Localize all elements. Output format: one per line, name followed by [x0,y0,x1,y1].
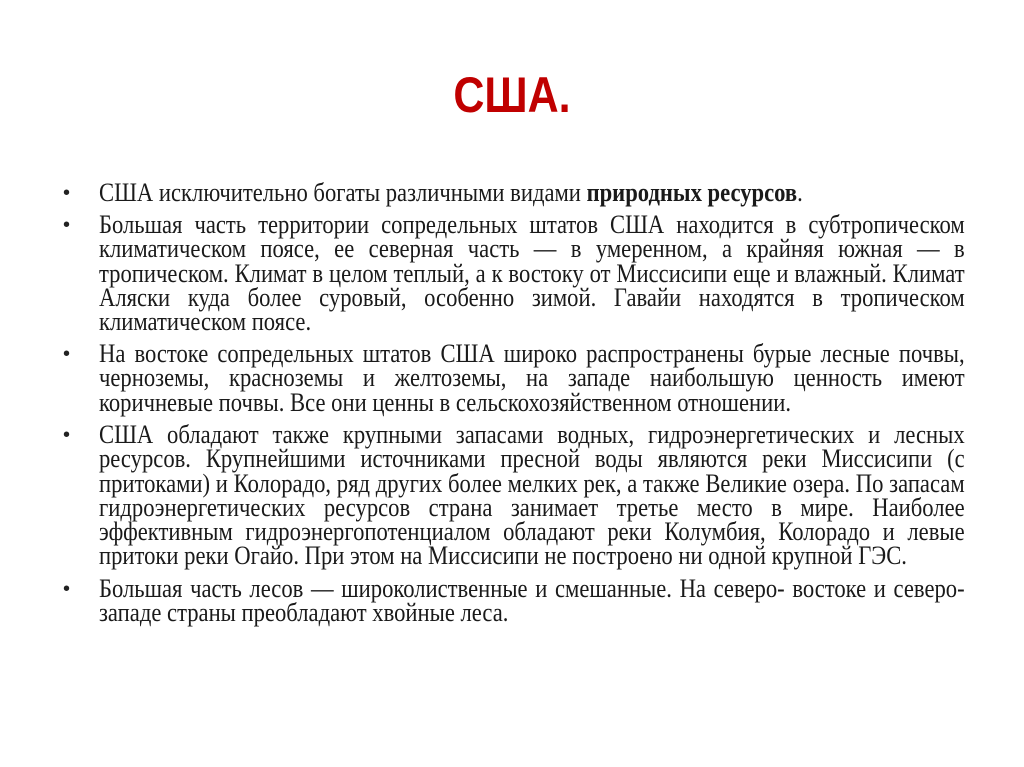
bullet-item [63,178,965,207]
text-run: . [797,178,803,207]
bullet-item [63,210,965,337]
bullet-list [63,178,965,634]
bullet-icon: • [63,182,71,204]
bullet-item [63,574,965,628]
bullet-item [63,420,965,571]
bullet-text: На востоке сопредельных штатов США широко распространены бурые лесные почвы, черноземы, красноземы и желтоземы, на западе наибольшую ценность имеют коричневые почвы. Все они ценны в сельскохозяйственном отношении. [99,339,965,417]
bullet-text [99,178,965,207]
bullet-icon: • [63,578,71,600]
bullet-icon: • [63,343,71,365]
slide-title: США. [453,67,571,123]
bullet-text: Большая часть лесов — широколиственные и смешанные. На северо- востоке и северо- западе страны преобладают хвойные леса. [99,574,965,628]
bullet-item [63,339,965,417]
bold-text: природных ресурсов [586,178,798,207]
bullet-text: Большая часть территории сопредельных штатов США находится в субтропическом климатическом поясе, ее северная часть — в умеренном, а крайняя южная — в тропическом. Климат в целом теплый, а к востоку от Миссисипи еще и влажный. Климат Аляски куда более суровый, особенно зимой. Гавайи находятся в тропическом климатическом поясе. [99,210,965,337]
bullet-icon: • [63,424,71,446]
bullet-text: США обладают также крупными запасами водных, гидроэнергетических и лесных ресурсов. Крупнейшими источниками пресной воды являются реки Миссисипи (с притоками) и Колорадо, ряд других более мелких рек, а также Великие озера. По запасам гидроэнергетических ресурсов страна занимает третье место в мире. Наиболее эффективным гидроэнергопотенциалом обладают реки Колумбия, Колорадо и левые притоки реки Огайо. При этом на Миссисипи не построено ни одной крупной ГЭС. [99,420,965,571]
text-run: США исключительно богаты различными видами [99,178,587,207]
bullet-icon: • [63,214,71,236]
